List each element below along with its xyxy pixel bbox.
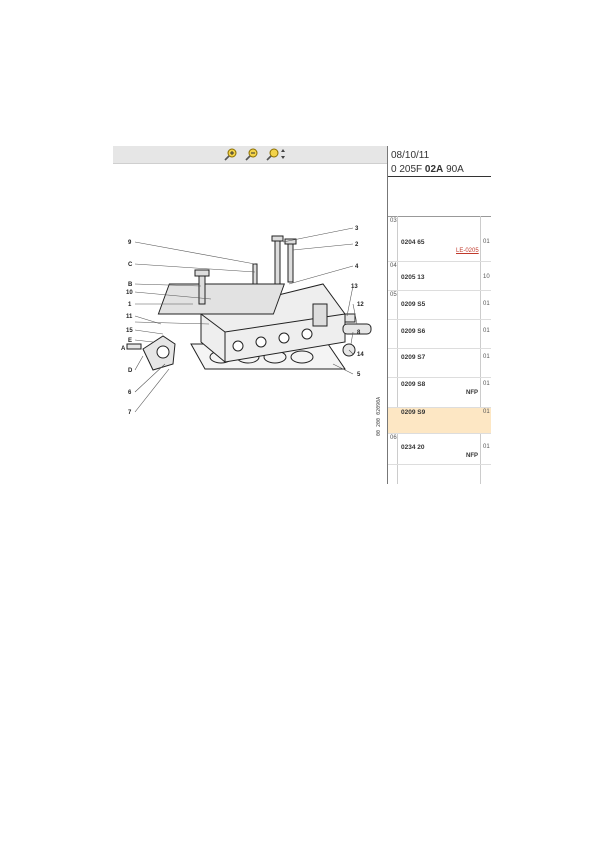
part-number: 0209 S8	[401, 381, 426, 388]
zoom-fit-icon[interactable]	[265, 147, 287, 161]
callout-e: E	[128, 338, 133, 344]
model-code	[391, 164, 464, 175]
callout-6: 6	[128, 390, 132, 396]
ref-number: 05	[390, 292, 397, 298]
table-row-selected[interactable]	[388, 408, 491, 434]
callout-15: 15	[126, 328, 133, 334]
diagram-panel	[113, 146, 387, 466]
callout-1: 1	[128, 302, 132, 308]
header-divider	[388, 176, 491, 177]
part-number: 0209 S7	[401, 354, 426, 361]
quantity: 01	[483, 301, 490, 307]
part-number: 0209 S5	[401, 301, 426, 308]
nfp-badge: NFP	[466, 390, 478, 396]
model-code-suffix: 90A	[446, 164, 464, 175]
callout-3: 3	[355, 226, 359, 232]
callout-2: 2	[355, 242, 359, 248]
table-row[interactable]	[388, 320, 491, 349]
table-row[interactable]	[388, 291, 491, 320]
table-row[interactable]	[388, 434, 491, 465]
quantity: 01	[483, 354, 490, 360]
part-number: 0209 S9	[401, 409, 426, 416]
reference-link[interactable]: LE-0205	[456, 248, 479, 254]
callout-12: 12	[357, 302, 364, 308]
thermostat-housing	[127, 336, 175, 370]
zoom-out-icon[interactable]	[244, 147, 260, 161]
table-row[interactable]	[388, 262, 491, 291]
callout-9: 9	[128, 240, 132, 246]
callout-c: C	[128, 262, 133, 268]
drawing-reference-code: 00 200 02090A	[376, 396, 382, 436]
callout-8: 8	[357, 330, 361, 336]
callout-4: 4	[355, 264, 359, 270]
quantity: 01	[483, 444, 490, 450]
parts-list-panel	[387, 146, 491, 484]
table-row[interactable]	[388, 349, 491, 378]
cylinder-head-drawing	[113, 164, 387, 466]
callout-13: 13	[351, 284, 358, 290]
zoom-in-icon[interactable]	[223, 147, 239, 161]
callout-a: A	[121, 346, 126, 352]
callout-b: B	[128, 282, 133, 288]
part-number: 0209 S6	[401, 328, 426, 335]
part-number: 0205 13	[401, 274, 425, 281]
part-number: 0204 65	[401, 239, 425, 246]
diagram-toolbar	[113, 146, 387, 164]
callout-d: D	[128, 368, 133, 374]
quantity: 01	[483, 381, 490, 387]
table-row[interactable]	[388, 378, 491, 408]
callout-11: 11	[126, 314, 133, 320]
model-code-bold: 02A	[424, 164, 444, 175]
quantity: 01	[483, 409, 490, 415]
quantity: 10	[483, 274, 490, 280]
quantity: 01	[483, 239, 490, 245]
model-code-prefix: 0 205F	[391, 164, 423, 175]
callout-10: 10	[126, 290, 133, 296]
callout-14: 14	[357, 352, 364, 358]
exploded-parts-diagram[interactable]	[113, 164, 388, 466]
table-row[interactable]	[388, 217, 491, 262]
callout-7: 7	[128, 410, 132, 416]
ref-number: 04	[390, 263, 397, 269]
ref-number: 03	[390, 218, 397, 224]
ref-number: 06	[390, 435, 397, 441]
part-number: 0234 20	[401, 444, 425, 451]
catalog-date: 08/10/11	[391, 150, 430, 161]
callout-5: 5	[357, 372, 361, 378]
quantity: 01	[483, 328, 490, 334]
nfp-badge: NFP	[466, 453, 478, 459]
